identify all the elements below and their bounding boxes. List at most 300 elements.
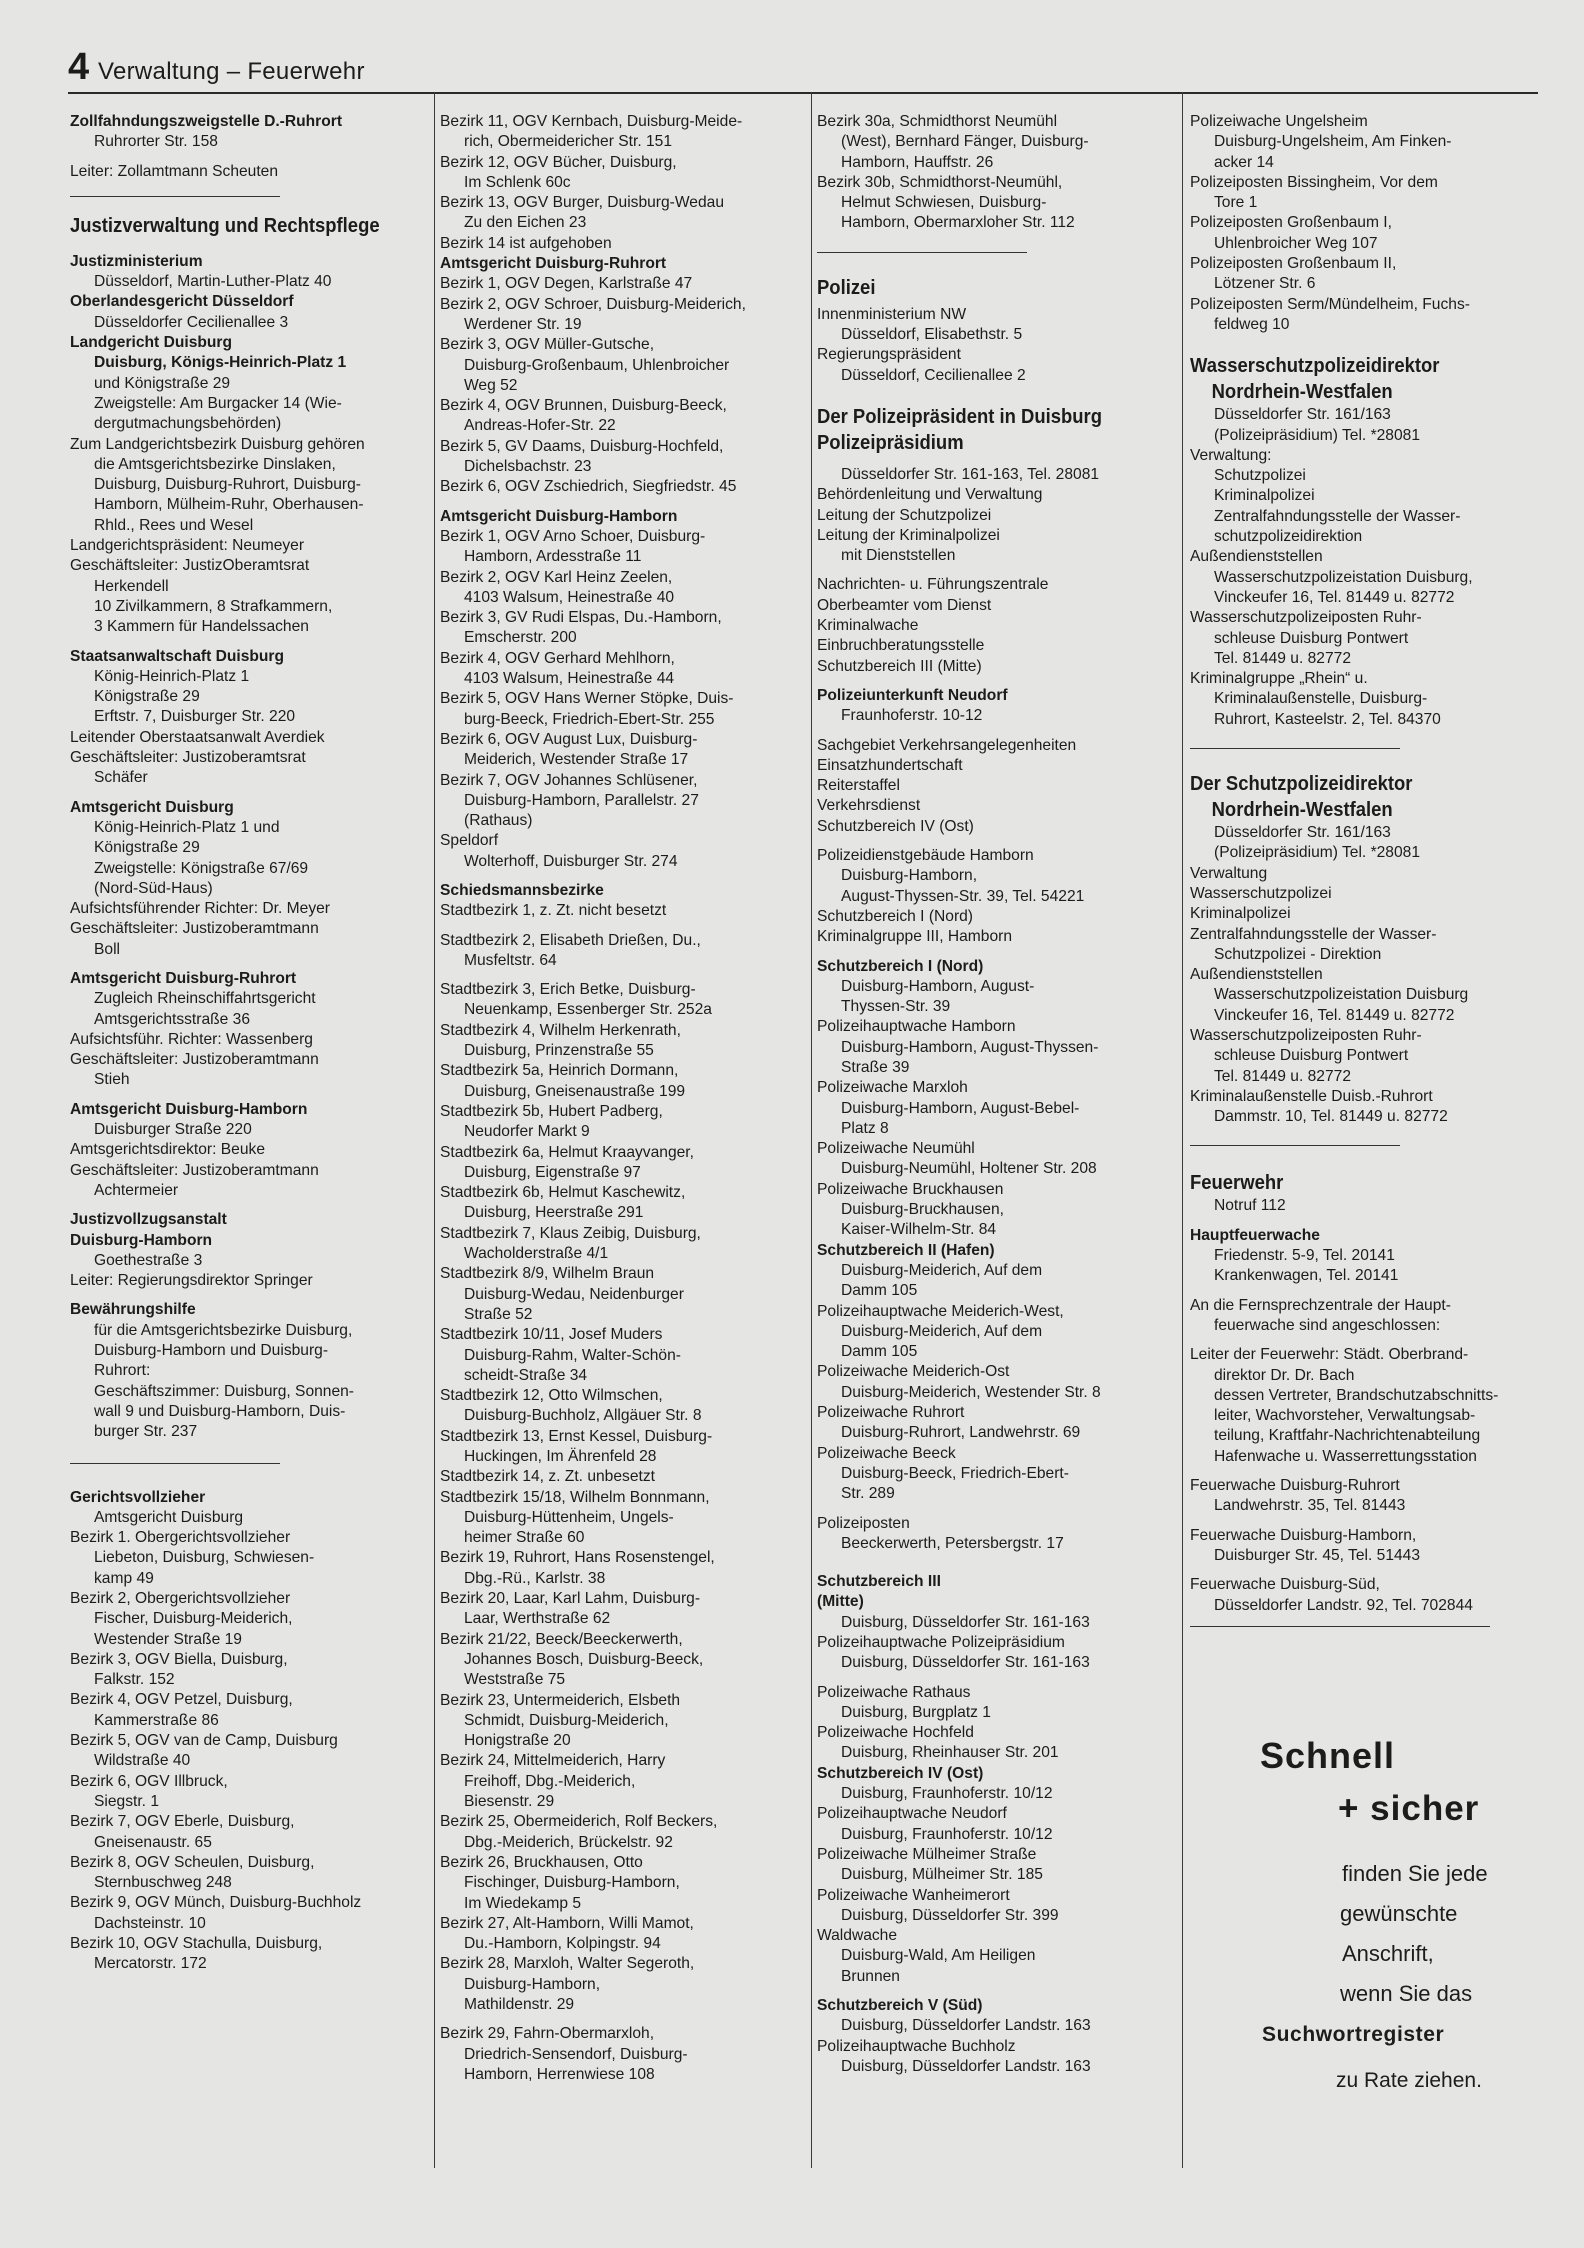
- column-3: [817, 112, 1179, 2228]
- entry-line: Mathildenstr. 29: [464, 1996, 575, 2014]
- entry-line: Duisburg-Hamborn,: [464, 1975, 601, 1993]
- entry-line: Ruhrort, Kasteelstr. 2, Tel. 84370: [1214, 710, 1441, 728]
- entry-line: Behördenleitung und Verwaltung: [817, 486, 1043, 504]
- entry-line: die Amtsgerichtsbezirke Dinslaken,: [94, 455, 336, 473]
- entry-line: Duisburg-Hamborn, Parallelstr. 27: [464, 791, 699, 809]
- entry-heading: Amtsgericht Duisburg-Hamborn: [70, 1100, 308, 1118]
- entry-heading: Polizeiunterkunft Neudorf: [817, 686, 1008, 704]
- entry-line: Bezirk 10, OGV Stachulla, Duisburg,: [70, 1935, 323, 1953]
- entry-line: Stadtbezirk 14, z. Zt. unbesetzt: [440, 1468, 655, 1486]
- entry-line: Bezirk 28, Marxloh, Walter Segeroth,: [440, 1955, 695, 1973]
- entry-line: Polizeiposten Großenbaum II,: [1190, 255, 1397, 273]
- entry-line: Zweigstelle: Am Burgacker 14 (Wie-: [94, 394, 342, 412]
- entry-line: Bezirk 1, OGV Degen, Karlstraße 47: [440, 275, 693, 293]
- entry-line: Dbg.-Rü., Karlstr. 38: [464, 1569, 606, 1587]
- entry-line: Polizeiwache Ungelsheim: [1190, 113, 1368, 130]
- separator: [1190, 1626, 1490, 1627]
- entry-line: Bezirk 5, OGV van de Camp, Duisburg: [70, 1732, 338, 1750]
- entry-line: Einbruchberatungsstelle: [817, 637, 985, 655]
- entry-line: Bezirk 5, OGV Hans Werner Stöpke, Duis-: [440, 690, 734, 708]
- entry-line: Landwehrstr. 35, Tel. 81443: [1214, 1497, 1406, 1515]
- entry-line: dergutmachungsbehörden): [94, 415, 282, 433]
- entry-line: Geschäftszimmer: Duisburg, Sonnen-: [94, 1382, 354, 1400]
- entry-line: Wasserschutzpolizeiposten Ruhr-: [1190, 609, 1422, 627]
- entry-heading: Schutzbereich IV (Ost): [817, 1764, 984, 1782]
- entry-line: mit Dienststellen: [841, 547, 956, 565]
- entry-line: Bezirk 7, OGV Eberle, Duisburg,: [70, 1813, 295, 1831]
- entry-line: Wasserschutzpolizei: [1190, 884, 1332, 902]
- entry-line: Feuerwache Duisburg-Ruhrort: [1190, 1477, 1400, 1495]
- separator: [1190, 748, 1400, 749]
- entry-line: Bezirk 13, OGV Burger, Duisburg-Wedau: [440, 194, 724, 212]
- entry-heading: Landgericht Duisburg: [70, 334, 233, 352]
- entry-line: Bezirk 25, Obermeiderich, Rolf Beckers,: [440, 1813, 718, 1831]
- entry-heading: Bewährungshilfe: [70, 1301, 196, 1319]
- entry-line: Polizeiwache Wanheimerort: [817, 1886, 1010, 1904]
- entry-line: Helmut Schwiesen, Duisburg-: [841, 194, 1047, 212]
- entry-line: Bezirk 2, Obergerichtsvollzieher: [70, 1590, 291, 1607]
- entry-line: Außendienststellen: [1190, 966, 1323, 984]
- entry-line: acker 14: [1214, 153, 1274, 171]
- entry-line: Oberbeamter vom Dienst: [817, 596, 992, 614]
- entry-line: Honigstraße 20: [464, 1732, 571, 1750]
- entry-line: Ruhrort:: [94, 1362, 151, 1380]
- ad-text: Anschrift,: [1342, 1941, 1434, 1966]
- entry-line: An die Fernsprechzentrale der Haupt-: [1190, 1296, 1451, 1314]
- entry-line: Duisburg-Hamborn, August-Thyssen-: [841, 1038, 1099, 1056]
- entry-line: Duisburger Straße 220: [94, 1121, 252, 1139]
- entry-line: Wasserschutzpolizeistation Duisburg,: [1214, 568, 1473, 586]
- entry-line: Reiterstaffel: [817, 777, 900, 795]
- entry-heading: Justizvollzugsanstalt: [70, 1211, 227, 1229]
- entry-line: Sachgebiet Verkehrsangelegenheiten: [817, 736, 1077, 754]
- entry-line: Düsseldorfer Str. 161-163, Tel. 28081: [841, 465, 1100, 483]
- entry-line: Freihoff, Dbg.-Meiderich,: [464, 1772, 636, 1790]
- entry-line: Königstraße 29: [94, 688, 200, 706]
- entry-line: Waldwache: [817, 1927, 898, 1945]
- entry-line: Vinckeufer 16, Tel. 81449 u. 82772: [1214, 1006, 1455, 1024]
- entry-line: König-Heinrich-Platz 1: [94, 667, 250, 685]
- entry-line: Bezirk 2, OGV Schroer, Duisburg-Meiderich,: [440, 295, 746, 313]
- entry-line: 4103 Walsum, Heinestraße 44: [464, 670, 675, 688]
- entry-line: Stieh: [94, 1071, 130, 1089]
- entry-line: für die Amtsgerichtsbezirke Duisburg,: [94, 1321, 353, 1339]
- entry-line: Zugleich Rheinschiffahrtsgericht: [94, 990, 316, 1008]
- entry-line: Duisburger Str. 45, Tel. 51443: [1214, 1546, 1421, 1564]
- ad-text: zu Rate ziehen.: [1336, 2069, 1482, 2092]
- ad-headline-2: + sicher: [1338, 1789, 1480, 1828]
- entry-line: Wildstraße 40: [94, 1752, 191, 1770]
- entry-line: Bezirk 3, GV Rudi Elspas, Du.-Hamborn,: [440, 609, 722, 627]
- entry-line: Ruhrorter Str. 158: [94, 133, 218, 151]
- entry-line: Bezirk 29, Fahrn-Obermarxloh,: [440, 2025, 655, 2043]
- ad-keyword: Suchwortregister: [1262, 2023, 1445, 2046]
- entry-line: Neudorfer Markt 9: [464, 1123, 590, 1141]
- entry-line: heimer Straße 60: [464, 1529, 585, 1547]
- entry-line: Duisburg-Ungelsheim, Am Finken-: [1214, 133, 1452, 151]
- entry-line: (Nord-Süd-Haus): [94, 879, 213, 897]
- entry-line: Duisburg, Eigenstraße 97: [464, 1163, 641, 1181]
- entry-line: Hafenwache u. Wasserrettungsstation: [1214, 1447, 1477, 1465]
- advertisement: [1210, 1735, 1540, 2125]
- entry-line: Düsseldorf, Martin-Luther-Platz 40: [94, 273, 332, 291]
- entry-line: Duisburg-Hüttenheim, Ungels-: [464, 1508, 674, 1526]
- entry-line: Bezirk 1, OGV Arno Schoer, Duisburg-: [440, 527, 706, 545]
- entry-line: Duisburg, Fraunhoferstr. 10/12: [841, 1785, 1053, 1803]
- entry-line: Siegstr. 1: [94, 1792, 160, 1810]
- entry-line: 10 Zivilkammern, 8 Strafkammern,: [94, 597, 333, 615]
- entry-line: Schutzbereich IV (Ost): [817, 817, 974, 835]
- entry-line: Hamborn, Ardesstraße 11: [464, 548, 642, 566]
- entry-line: 3 Kammern für Handelssachen: [94, 618, 309, 636]
- entry-line: leiter, Wachvorsteher, Verwaltungsab-: [1214, 1407, 1476, 1425]
- entry-line: Huckingen, Im Ährenfeld 28: [464, 1448, 657, 1465]
- entry-line: Speldorf: [440, 832, 499, 850]
- entry-line: Duisburg, Gneisenaustraße 199: [464, 1082, 686, 1100]
- section-heading-wsp: Wasserschutzpolizeidirektor: [1190, 354, 1440, 378]
- entry-line: Westender Straße 19: [94, 1630, 242, 1648]
- entry-line: Geschäftsleiter: JustizOberamtsrat: [70, 557, 310, 575]
- entry-line: Düsseldorfer Landstr. 92, Tel. 702844: [1214, 1596, 1473, 1614]
- entry-line: Wasserschutzpolizeiposten Ruhr-: [1190, 1026, 1422, 1044]
- section-heading-schutzpolizei: Der Schutzpolizeidirektor: [1190, 772, 1413, 796]
- entry-line: burger Str. 237: [94, 1423, 198, 1441]
- entry-line: Achtermeier: [94, 1181, 179, 1199]
- entry-line: Du.-Hamborn, Kolpingstr. 94: [464, 1935, 661, 1953]
- entry-line: Bezirk 6, OGV August Lux, Duisburg-: [440, 730, 698, 748]
- entry-line: und Königstraße 29: [94, 374, 231, 392]
- entry-line: Stadtbezirk 7, Klaus Zeibig, Duisburg,: [440, 1224, 701, 1242]
- entry-heading: Gerichtsvollzieher: [70, 1488, 206, 1506]
- entry-line: Zweigstelle: Königstraße 67/69: [94, 859, 309, 877]
- entry-line: Duisburg-Meiderich, Westender Str. 8: [841, 1383, 1101, 1401]
- entry-line: Geschäftsleiter: Justizoberamtmann: [70, 920, 319, 938]
- entry-line: Polizeiwache Mülheimer Straße: [817, 1845, 1037, 1863]
- entry-line: Bezirk 2, OGV Karl Heinz Zeelen,: [440, 568, 673, 586]
- entry-line: Schäfer: [94, 769, 148, 787]
- entry-line: Neuenkamp, Essenberger Str. 252a: [464, 1001, 712, 1019]
- entry-line: Bezirk 26, Bruckhausen, Otto: [440, 1853, 643, 1871]
- entry-line: Brunnen: [841, 1967, 900, 1985]
- entry-line: Polizeiwache Hochfeld: [817, 1724, 974, 1742]
- entry-line: Stadtbezirk 5a, Heinrich Dormann,: [440, 1062, 679, 1080]
- entry-line: Königstraße 29: [94, 839, 200, 857]
- entry-line: Bezirk 4, OGV Brunnen, Duisburg-Beeck,: [440, 397, 727, 415]
- entry-line: Duisburg, Duisburg-Ruhrort, Duisburg-: [94, 476, 361, 494]
- entry-line: Duisburg, Prinzenstraße 55: [464, 1042, 654, 1060]
- entry-line: Weststraße 75: [464, 1671, 566, 1689]
- entry-line: Geschäftsleiter: Justizoberamtmann: [70, 1051, 319, 1069]
- entry-line: Zentralfahndungsstelle der Wasser-: [1190, 925, 1437, 943]
- entry-line: Polizeiposten Bissingheim, Vor dem: [1190, 173, 1438, 191]
- entry-line: Duisburg, Mülheimer Str. 185: [841, 1866, 1043, 1884]
- entry-line: Duisburg-Meiderich, Auf dem: [841, 1261, 1043, 1279]
- entry-line: Liebeton, Duisburg, Schwiesen-: [94, 1549, 315, 1567]
- entry-line: Beeckerwerth, Petersbergstr. 17: [841, 1534, 1064, 1552]
- entry-line: feuerwache sind angeschlossen:: [1214, 1316, 1441, 1334]
- entry-line: Sternbuschweg 248: [94, 1874, 232, 1892]
- entry-line: Polizeiwache Meiderich-Ost: [817, 1363, 1010, 1381]
- column-1: [70, 112, 432, 2228]
- entry-line: Duisburg, Heerstraße 291: [464, 1204, 644, 1222]
- ad-text: gewünschte: [1340, 1901, 1458, 1926]
- entry-line: schleuse Duisburg Pontwert: [1214, 629, 1409, 647]
- column-2: [440, 112, 808, 2228]
- entry-line: Wacholderstraße 4/1: [464, 1245, 609, 1263]
- entry-line: Kaiser-Wilhelm-Str. 84: [841, 1221, 997, 1239]
- column-divider: [434, 92, 435, 2168]
- separator: [70, 1463, 280, 1464]
- entry-line: Goethestraße 3: [94, 1251, 203, 1269]
- entry-line: Bezirk 6, OGV Zschiedrich, Siegfriedstr. 45: [440, 478, 737, 496]
- entry-line: Bezirk 30b, Schmidthorst-Neumühl,: [817, 173, 1063, 191]
- entry-line: Duisburg-Beeck, Friedrich-Ebert-: [841, 1464, 1069, 1482]
- entry-line: Wasserschutzpolizeistation Duisburg: [1214, 986, 1469, 1004]
- entry-line: Musfeltstr. 64: [464, 951, 557, 969]
- entry-line: Damm 105: [841, 1343, 918, 1361]
- entry-line: Kriminalwache: [817, 617, 919, 635]
- entry-line: Düsseldorfer Cecilienallee 3: [94, 313, 289, 331]
- entry-line: Leiter der Feuerwehr: Städt. Oberbrand-: [1190, 1346, 1469, 1364]
- entry-line: König-Heinrich-Platz 1 und: [94, 818, 280, 836]
- entry-line: Rhld., Rees und Wesel: [94, 516, 254, 534]
- entry-line: Bezirk 20, Laar, Karl Lahm, Duisburg-: [440, 1590, 701, 1608]
- entry-line: Herkendell: [94, 577, 169, 595]
- entry-line: Düsseldorf, Cecilienallee 2: [841, 366, 1026, 384]
- entry-line: Leitung der Kriminalpolizei: [817, 526, 1000, 544]
- entry-line: Regierungspräsident: [817, 346, 961, 364]
- entry-heading: Justizministerium: [70, 252, 203, 270]
- entry-line: Falkstr. 152: [94, 1671, 175, 1689]
- entry-line: Stadtbezirk 3, Erich Betke, Duisburg-: [440, 981, 696, 999]
- entry-line: Polizeiposten Serm/Mündelheim, Fuchs-: [1190, 295, 1470, 313]
- entry-heading: Schutzbereich V (Süd): [817, 1997, 983, 2015]
- entry-line: 4103 Walsum, Heinestraße 40: [464, 588, 675, 606]
- entry-line: Einsatzhundertschaft: [817, 756, 963, 774]
- entry-line: Düsseldorfer Str. 161/163: [1214, 824, 1391, 842]
- entry-line: Stadtbezirk 15/18, Wilhelm Bonnmann,: [440, 1488, 710, 1506]
- entry-line: Verwaltung:: [1190, 446, 1272, 464]
- entry-line: Polizeihauptwache Buchholz: [817, 2037, 1016, 2055]
- entry-line: Bezirk 23, Untermeiderich, Elsbeth: [440, 1691, 681, 1709]
- entry-line: Bezirk 21/22, Beeck/Beeckerwerth,: [440, 1630, 683, 1648]
- entry-line: (West), Bernhard Fänger, Duisburg-: [841, 133, 1089, 151]
- entry-heading: Zollfahndungszweigstelle D.-Ruhrort: [70, 113, 343, 130]
- entry-line: Kriminalpolizei: [1190, 905, 1291, 923]
- entry-line: Hamborn, Herrenwiese 108: [464, 2065, 655, 2083]
- entry-line: Leiter: Zollamtmann Scheuten: [70, 162, 279, 180]
- entry-line: Duisburg, Düsseldorfer Str. 161-163: [841, 1654, 1090, 1672]
- ad-text: finden Sie jede: [1342, 1861, 1488, 1886]
- page-header: [68, 48, 1538, 94]
- entry-line: Bezirk 5, GV Daams, Duisburg-Hochfeld,: [440, 437, 724, 455]
- entry-heading: Schutzbereich I (Nord): [817, 957, 984, 975]
- entry-line: Fraunhoferstr. 10-12: [841, 707, 983, 725]
- entry-line: Bezirk 14 ist aufgehoben: [440, 234, 612, 252]
- entry-line: Polizeiwache Rathaus: [817, 1683, 971, 1701]
- entry-line: Emscherstr. 200: [464, 629, 577, 647]
- entry-heading: Amtsgericht Duisburg: [70, 798, 234, 816]
- entry-line: Johannes Bosch, Duisburg-Beeck,: [464, 1650, 704, 1668]
- entry-line: rich, Obermeidericher Str. 151: [464, 133, 673, 151]
- entry-line: Polizeiwache Marxloh: [817, 1079, 968, 1097]
- entry-line: Bezirk 12, OGV Bücher, Duisburg,: [440, 153, 677, 171]
- entry-line: Polizeihauptwache Polizeipräsidium: [817, 1634, 1065, 1651]
- entry-line: Schutzbereich III (Mitte): [817, 657, 982, 675]
- entry-line: Innenministerium NW: [817, 305, 967, 323]
- entry-line: Hamborn, Obermarxloher Str. 112: [841, 214, 1075, 232]
- separator: [817, 252, 1027, 253]
- entry-line: Schutzpolizei - Direktion: [1214, 945, 1382, 963]
- entry-line: Andreas-Hofer-Str. 22: [464, 417, 616, 435]
- entry-line: Geschäftsleiter: Justizoberamtmann: [70, 1161, 319, 1179]
- entry-line: Im Schlenk 60c: [464, 173, 571, 191]
- entry-line: Leitender Oberstaatsanwalt Averdiek: [70, 728, 325, 746]
- entry-line: Friedenstr. 5-9, Tel. 20141: [1214, 1247, 1395, 1265]
- entry-line: Polizeihauptwache Meiderich-West,: [817, 1302, 1064, 1320]
- entry-heading: Amtsgericht Duisburg-Ruhrort: [70, 969, 297, 987]
- entry-heading: (Mitte): [817, 1593, 864, 1611]
- entry-line: (Polizeipräsidium) Tel. *28081: [1214, 426, 1420, 444]
- entry-line: Lötzener Str. 6: [1214, 275, 1316, 293]
- entry-line: Duisburg, Rheinhauser Str. 201: [841, 1744, 1059, 1762]
- entry-line: Uhlenbroicher Weg 107: [1214, 234, 1378, 252]
- section-heading-polizeipraesident: Der Polizeipräsident in Duisburg: [817, 404, 1103, 428]
- entry-line: Wolterhoff, Duisburger Str. 274: [464, 852, 678, 870]
- entry-line: Duisburg, Königs-Heinrich-Platz 1: [94, 354, 347, 372]
- entry-line: Schutzbereich I (Nord): [817, 907, 973, 925]
- entry-line: Fischer, Duisburg-Meiderich,: [94, 1610, 293, 1628]
- entry-line: Stadtbezirk 4, Wilhelm Herkenrath,: [440, 1021, 681, 1039]
- entry-line: Zum Landgerichtsbezirk Duisburg gehören: [70, 435, 365, 453]
- entry-line: scheidt-Straße 34: [464, 1366, 588, 1384]
- entry-line: Duisburg, Düsseldorfer Str. 399: [841, 1906, 1059, 1924]
- entry-line: Kriminalgruppe „Rhein“ u.: [1190, 670, 1368, 688]
- entry-line: Bezirk 9, OGV Münch, Duisburg-Buchholz: [70, 1894, 362, 1912]
- entry-line: Hamborn, Hauffstr. 26: [841, 153, 994, 171]
- entry-line: Kriminalaußenstelle, Duisburg-: [1214, 690, 1428, 708]
- entry-line: Bezirk 6, OGV Illbruck,: [70, 1772, 228, 1790]
- entry-line: Kammerstraße 86: [94, 1711, 219, 1729]
- entry-line: Bezirk 1. Obergerichtsvollzieher: [70, 1529, 291, 1547]
- entry-line: Polizeiposten: [817, 1514, 910, 1532]
- column-divider: [811, 92, 812, 2168]
- entry-line: Stadtbezirk 2, Elisabeth Drießen, Du.,: [440, 931, 701, 949]
- entry-line: Bezirk 27, Alt-Hamborn, Willi Mamot,: [440, 1914, 694, 1932]
- entry-line: Tel. 81449 u. 82772: [1214, 649, 1351, 667]
- entry-heading: Duisburg-Hamborn: [70, 1231, 213, 1249]
- entry-line: Str. 289: [841, 1485, 895, 1503]
- entry-line: Stadtbezirk 10/11, Josef Muders: [440, 1326, 663, 1344]
- entry-line: Duisburg, Burgplatz 1: [841, 1703, 991, 1721]
- entry-line: Stadtbezirk 5b, Hubert Padberg,: [440, 1102, 663, 1120]
- entry-line: Zu den Eichen 23: [464, 214, 587, 232]
- entry-line: Stadtbezirk 1, z. Zt. nicht besetzt: [440, 902, 667, 920]
- entry-line: Bezirk 3, OGV Müller-Gutsche,: [440, 336, 655, 354]
- entry-line: schleuse Duisburg Pontwert: [1214, 1047, 1409, 1065]
- entry-line: Duisburg, Fraunhoferstr. 10/12: [841, 1825, 1053, 1843]
- entry-line: Tel. 81449 u. 82772: [1214, 1067, 1351, 1085]
- entry-line: Boll: [94, 940, 121, 958]
- entry-line: Hamborn, Mülheim-Ruhr, Oberhausen-: [94, 496, 364, 514]
- entry-line: Damm 105: [841, 1282, 918, 1300]
- section-heading-schutzpolizei-nrw: Nordrhein-Westfalen: [1211, 798, 1393, 822]
- ad-text: wenn Sie das: [1340, 1981, 1473, 2006]
- entry-line: Duisburg-Wald, Am Heiligen: [841, 1947, 1036, 1965]
- entry-line: Leitung der Schutzpolizei: [817, 506, 992, 524]
- entry-heading: Hauptfeuerwache: [1190, 1226, 1320, 1244]
- entry-line: Duisburg, Düsseldorfer Landstr. 163: [841, 2017, 1091, 2035]
- section-heading-feuerwehr: Feuerwehr: [1190, 1171, 1284, 1195]
- entry-line: Weg 52: [464, 376, 518, 394]
- entry-line: Stadtbezirk 8/9, Wilhelm Braun: [440, 1265, 655, 1283]
- entry-line: Duisburg-Rahm, Walter-Schön-: [464, 1346, 681, 1364]
- entry-line: Bezirk 11, OGV Kernbach, Duisburg-Meide-: [440, 113, 743, 130]
- page-title: Verwaltung – Feuerwehr: [98, 58, 365, 85]
- entry-line: wall 9 und Duisburg-Hamborn, Duis-: [94, 1402, 346, 1420]
- entry-line: burg-Beeck, Friedrich-Ebert-Str. 255: [464, 710, 715, 728]
- entry-line: Stadtbezirk 12, Otto Wilmschen,: [440, 1387, 663, 1405]
- entry-line: teilung, Kraftfahr-Nachrichtenabteilung: [1214, 1427, 1481, 1445]
- entry-line: Thyssen-Str. 39: [841, 998, 951, 1016]
- entry-heading: Amtsgericht Duisburg-Ruhrort: [440, 255, 667, 273]
- entry-line: Bezirk 3, OGV Biella, Duisburg,: [70, 1650, 288, 1668]
- section-heading-justiz: Justizverwaltung und Rechtspflege: [70, 213, 380, 237]
- entry-line: direktor Dr. Dr. Bach: [1214, 1366, 1355, 1384]
- entry-line: Außendienststellen: [1190, 548, 1323, 566]
- column-divider: [1182, 92, 1183, 2168]
- entry-line: Duisburg-Neumühl, Holtener Str. 208: [841, 1160, 1097, 1178]
- entry-line: Düsseldorfer Str. 161/163: [1214, 406, 1391, 424]
- entry-line: Werdener Str. 19: [464, 315, 582, 333]
- entry-line: Polizeihauptwache Neudorf: [817, 1805, 1007, 1823]
- entry-line: Notruf 112: [1214, 1197, 1286, 1215]
- entry-line: Dbg.-Meiderich, Brückelstr. 92: [464, 1833, 673, 1851]
- entry-line: Bezirk 8, OGV Scheulen, Duisburg,: [70, 1853, 315, 1871]
- entry-line: Duisburg-Buchholz, Allgäuer Str. 8: [464, 1407, 702, 1425]
- section-heading-polizeipraesidium: Polizeipräsidium: [817, 430, 964, 454]
- entry-line: Geschäftsleiter: Justizoberamtsrat: [70, 749, 306, 767]
- entry-line: Dammstr. 10, Tel. 81449 u. 82772: [1214, 1108, 1448, 1126]
- entry-line: Meiderich, Westender Straße 17: [464, 751, 689, 769]
- section-heading-wsp-nrw: Nordrhein-Westfalen: [1211, 380, 1393, 404]
- entry-line: Mercatorstr. 172: [94, 1955, 207, 1973]
- entry-heading: Schutzbereich III: [817, 1573, 941, 1591]
- ad-headline: Schnell: [1260, 1735, 1396, 1776]
- entry-line: feldweg 10: [1214, 315, 1290, 333]
- entry-line: dessen Vertreter, Brandschutzabschnitts-: [1214, 1386, 1499, 1404]
- entry-line: Schmidt, Duisburg-Meiderich,: [464, 1711, 669, 1729]
- entry-line: Duisburg, Düsseldorfer Str. 161-163: [841, 1613, 1090, 1631]
- entry-line: Bezirk 24, Mittelmeiderich, Harry: [440, 1752, 666, 1770]
- entry-line: Kriminalaußenstelle Duisb.-Ruhrort: [1190, 1087, 1433, 1105]
- entry-line: Fischinger, Duisburg-Hamborn,: [464, 1874, 680, 1892]
- entry-line: Zentralfahndungsstelle der Wasser-: [1214, 507, 1461, 525]
- entry-line: Erftstr. 7, Duisburger Str. 220: [94, 708, 296, 726]
- entry-line: Duisburg-Bruckhausen,: [841, 1201, 1004, 1219]
- entry-line: Tore 1: [1214, 194, 1258, 212]
- entry-line: Dachsteinstr. 10: [94, 1914, 206, 1932]
- entry-line: Verkehrsdienst: [817, 797, 921, 815]
- entry-line: Amtsgerichtsdirektor: Beuke: [70, 1141, 265, 1159]
- entry-line: Polizeiwache Beeck: [817, 1444, 956, 1462]
- page-number: 4: [68, 46, 90, 88]
- entry-line: Straße 39: [841, 1058, 910, 1076]
- entry-line: Stadtbezirk 6a, Helmut Kraayvanger,: [440, 1143, 694, 1161]
- entry-heading: Schiedsmannsbezirke: [440, 881, 604, 899]
- entry-line: kamp 49: [94, 1569, 154, 1587]
- entry-line: Bezirk 19, Ruhrort, Hans Rosenstengel,: [440, 1549, 715, 1567]
